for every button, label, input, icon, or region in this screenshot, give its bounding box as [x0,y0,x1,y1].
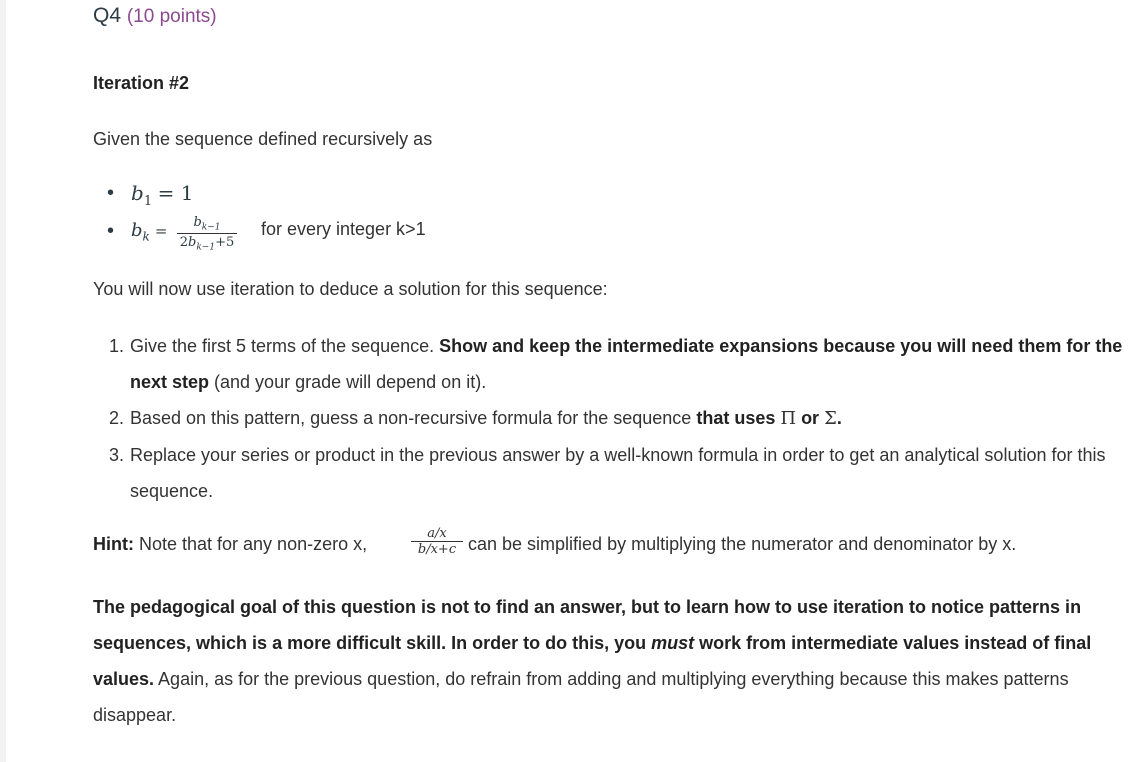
intro-text: Given the sequence defined recursively as [93,129,433,149]
sum-symbol: Σ [824,408,837,429]
hint-fraction: $\frac{a/x}{b/x+c}$ [411,526,463,557]
task-item-2: 2. Based on this pattern, guess a non-recursive formula for the sequence that uses Π or Σ. [109,408,842,429]
bk-condition: for every integer k>1 [261,219,426,239]
task-item-1: 1. Give the first 5 terms of the sequence. Show and keep the intermediate expansions because you will need them for the next step (and your grade will depend on it). [109,336,1123,392]
bullet-dot: • [107,182,115,204]
question-number: Q4 [93,4,122,27]
instructions-intro: You will now use iteration to deduce a solution for this sequence: [93,279,608,299]
task-item-3: 3. Replace your series or product in the previous answer by a well-known formula in order to get an analytical solution for this sequence. [109,445,1106,501]
hint-label: Hint: [93,534,134,554]
b1-formula: $b_1 = 1$ [131,181,194,209]
bullet-dot: • [107,220,115,242]
product-symbol: Π [780,408,797,429]
bk-lhs: $b_k$ = [131,220,168,244]
question-title [93,4,217,28]
task-list [93,328,1133,509]
pedagogical-goal: The pedagogical goal of this question is not to find an answer, but to learn how to use iteration to notice patterns in sequences, which is a more difficult skill. In order to do this, you must work from intermediate values instead of final values. Again, as for the previous question, do refrain from adding and multiplying everything because this makes patterns disappear. [93,597,1092,725]
left-border [0,0,6,762]
question-points: (10 points) [126,6,217,27]
bk-fraction: $\frac{b_{k-1}}{2b_{k-1}+5}$ [177,214,237,252]
iteration-heading: Iteration #2 [93,73,190,93]
